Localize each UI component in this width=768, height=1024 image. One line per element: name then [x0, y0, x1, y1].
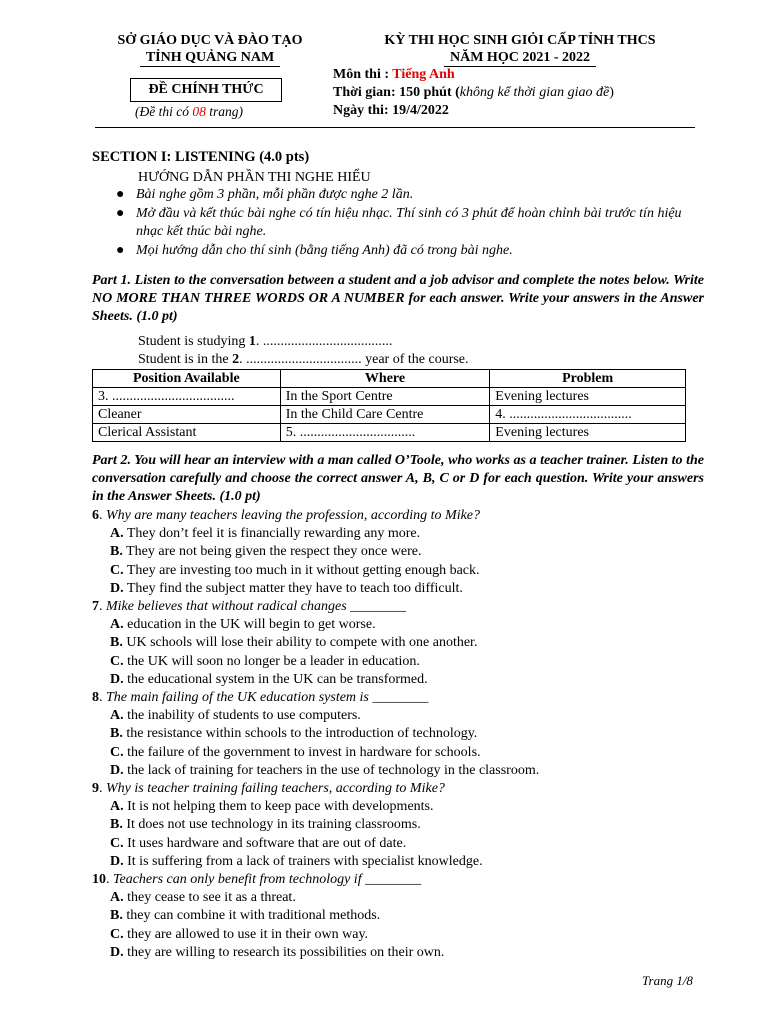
column-header: Position Available [93, 370, 281, 388]
guide-title: HƯỚNG DẪN PHẦN THI NGHE HIỂU [138, 170, 371, 185]
fill-line-1: Student is studying 1. ..................................... [138, 334, 393, 349]
part2-instructions: Part 2. You will hear an interview with a man called O’Toole, who works as a teacher trainer. Listen to the conversation carefully and choose the correct answer A, B, C or D for each question. Write your answers in the Answer Sheets. (1.0 pt) [92, 453, 704, 504]
table-cell: Clerical Assistant [93, 424, 281, 442]
answer-option: D. the lack of training for teachers in the use of technology in the classroom. [110, 762, 540, 778]
question-text: Teachers can only benefit from technology if ________ [113, 872, 422, 887]
answer-option: D. It is suffering from a lack of trainers with specialist knowledge. [110, 853, 483, 869]
answer-option: B. the resistance within schools to the introduction of technology. [110, 726, 478, 742]
answer-option: A. It is not helping them to keep pace with developments. [110, 799, 434, 815]
answer-option: C. they are allowed to use it in their own way. [110, 926, 369, 942]
table-cell: 5. ................................. [280, 424, 490, 442]
department-name: SỞ GIÁO DỤC VÀ ĐÀO TẠO [117, 33, 303, 48]
answer-option: B. UK schools will lose their ability to compete with one another. [110, 635, 478, 651]
section-title: SECTION I: LISTENING (4.0 pts) [92, 149, 310, 165]
department-header [90, 32, 330, 67]
exam-header [335, 32, 705, 67]
answer-option: B. It does not use technology in its training classrooms. [110, 817, 421, 833]
answer-option: C. the failure of the government to invest in hardware for schools. [110, 744, 481, 760]
table-cell: Evening lectures [490, 424, 686, 442]
question-7: 7. Mike believes that without radical changes ________ [92, 599, 407, 614]
part1-instructions: Part 1. Listen to the conversation between a student and a job advisor and complete the notes below. Write NO MORE THAN THREE WORDS OR A NUMBER for each answer. Write your answers in the Answer Sheets. (1.0 pt) [92, 273, 704, 324]
answer-option: C. They are investing too much in it without getting enough back. [110, 562, 480, 578]
column-header: Problem [490, 370, 686, 388]
question-text: Mike believes that without radical changes ________ [106, 599, 407, 614]
table-row [93, 388, 686, 406]
time-line: Thời gian: 150 phút (không kể thời gian giao đề) [333, 85, 614, 100]
answer-option: B. They are not being given the respect they once were. [110, 544, 422, 560]
answer-option: D. the educational system in the UK can be transformed. [110, 671, 428, 687]
question-9: 9. Why is teacher training failing teachers, according to Mike? [92, 781, 445, 796]
guide-list [108, 186, 698, 261]
table-row [93, 424, 686, 442]
question-10: 10. Teachers can only benefit from technology if ________ [92, 872, 422, 887]
fill-line-2: Student is in the 2. ................................. year of the course. [138, 352, 469, 367]
list-item: ● Mở đầu và kết thúc bài nghe có tín hiệu nhạc. Thí sinh có 3 phút để hoàn chỉnh bài trước tín hiệu nhạc kết thúc bài nghe. [116, 206, 682, 239]
page-count: 08 [192, 104, 206, 119]
question-text: The main failing of the UK education system is ________ [106, 690, 429, 705]
list-item: ● Mọi hướng dẫn cho thí sinh (bằng tiếng Anh) đã có trong bài nghe. [116, 243, 513, 258]
table-cell: In the Sport Centre [280, 388, 490, 406]
subject-value: Tiếng Anh [392, 67, 455, 82]
answer-option: C. It uses hardware and software that are out of date. [110, 835, 407, 851]
table-cell: Cleaner [93, 406, 281, 424]
question-6: 6. Why are many teachers leaving the profession, according to Mike? [92, 508, 481, 523]
bullet-icon: ● [116, 206, 125, 221]
answer-option: D. They find the subject matter they have to teach too difficult. [110, 580, 463, 596]
pages-note: (Đề thi có 08 trang) [135, 104, 243, 119]
page-number: Trang 1/8 [642, 973, 693, 988]
table-cell: 3. ................................... [93, 388, 281, 406]
answer-option: B. they can combine it with traditional methods. [110, 908, 381, 924]
exam-date: Ngày thi: 19/4/2022 [333, 103, 449, 118]
header-divider [95, 127, 695, 128]
list-item: ● Bài nghe gồm 3 phần, mỗi phần được nghe 2 lần. [116, 187, 414, 202]
positions-table [92, 369, 686, 442]
answer-option: A. education in the UK will begin to get worse. [110, 617, 376, 633]
table-header-row [93, 370, 686, 388]
school-year: NĂM HỌC 2021 - 2022 [444, 49, 596, 67]
answer-option: A. They don’t feel it is financially rewarding any more. [110, 526, 421, 542]
subject-line: Môn thi : Tiếng Anh [333, 67, 455, 82]
question-text: Why is teacher training failing teachers, according to Mike? [106, 781, 445, 796]
table-cell: In the Child Care Centre [280, 406, 490, 424]
table-cell: Evening lectures [490, 388, 686, 406]
answer-option: A. they cease to see it as a threat. [110, 890, 296, 906]
bullet-icon: ● [116, 243, 125, 258]
official-exam-label: ĐỀ CHÍNH THỨC [130, 78, 282, 102]
answer-option: D. they are willing to research its possibilities on their own. [110, 944, 445, 960]
question-8: 8. The main failing of the UK education system is ________ [92, 690, 429, 705]
answer-option: C. the UK will soon no longer be a leader in education. [110, 653, 420, 669]
province-name: TỈNH QUẢNG NAM [140, 49, 280, 67]
bullet-icon: ● [116, 187, 125, 202]
exam-title: KỲ THI HỌC SINH GIỎI CẤP TỈNH THCS [384, 33, 656, 48]
table-cell: 4. ................................... [490, 406, 686, 424]
question-text: Why are many teachers leaving the profession, according to Mike? [106, 508, 481, 523]
table-row [93, 406, 686, 424]
column-header: Where [280, 370, 490, 388]
answer-option: A. the inability of students to use computers. [110, 708, 361, 724]
